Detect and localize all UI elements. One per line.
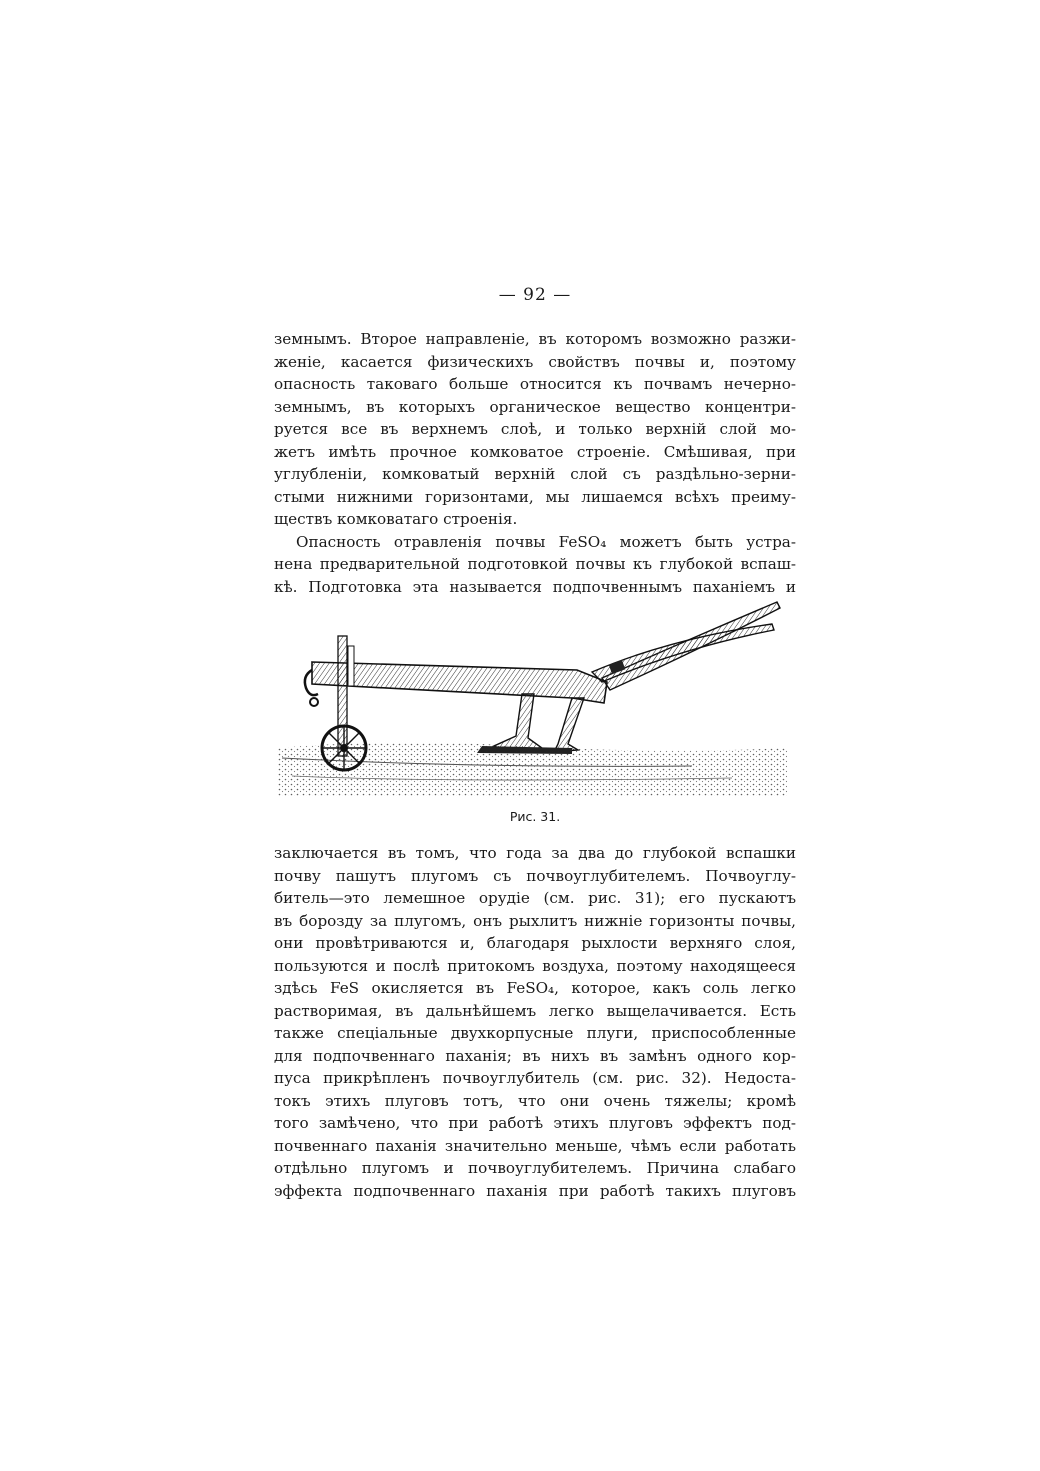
text-line: пользуются и послѣ притокомъ воздуха, поэтому находящееся xyxy=(274,956,796,975)
text-line: растворимая, въ дальнѣйшемъ легко выщелачивается. Есть xyxy=(274,1001,796,1020)
text-line: опасность таковаго больше относится къ почвамъ нечерно- xyxy=(274,375,796,393)
text-line: земнымъ. Второе направленіе, въ которомъ возможно разжи- xyxy=(274,330,796,348)
text-line: токъ этихъ плуговъ тотъ, что они очень тяжелы; кромѣ xyxy=(274,1091,796,1110)
text-line: отдѣльно плугомъ и почвоуглубителемъ. Причина слабаго xyxy=(274,1159,796,1177)
text-line: въ борозду за плугомъ, онъ рыхлитъ нижніе горизонты почвы, xyxy=(274,911,796,930)
text-line: женіе, касается физическихъ свойствъ почвы и, поэтому xyxy=(274,352,796,371)
text-line: заключается въ томъ, что года за два до глубокой вспашки xyxy=(274,844,796,862)
text-line: пуса прикрѣпленъ почвоуглубитель (см. рис. 32). Недоста- xyxy=(274,1069,796,1087)
text-line: также спеціальные двухкорпусные плуги, приспособленные xyxy=(274,1024,796,1042)
text-line: почвеннаго паханія значительно меньше, чѣмъ если работать xyxy=(274,1136,796,1155)
text-line: битель—это лемешное орудіе (см. рис. 31); его пускаютъ xyxy=(274,889,796,907)
text-line: земнымъ, въ которыхъ органическое вещество концентри- xyxy=(274,397,796,416)
text-line: кѣ. Подготовка эта называется подпочвеннымъ паханіемъ и xyxy=(274,577,796,596)
text-line: углубленіи, комковатый верхній слой съ раздѣльно-зерни- xyxy=(274,465,796,483)
text-line: ществъ комковатаго строенія. xyxy=(274,510,518,528)
text-line: жетъ имѣть прочное комковатое строеніе. Смѣшивая, при xyxy=(274,442,796,461)
subsoil-plow-illustration xyxy=(272,598,792,803)
text-line: стыми нижними горизонтами, мы лишаемся всѣхъ преиму- xyxy=(274,487,796,506)
text-line: почву пашутъ плугомъ съ почвоуглубителемъ. Почвоуглу- xyxy=(274,866,796,885)
text-line: Опасность отравленія почвы FeSO₄ можетъ быть устра- xyxy=(296,532,796,551)
text-line: руется все въ верхнемъ слоѣ, и только верхній слой мо- xyxy=(274,420,796,438)
text-line: нена предварительной подготовкой почвы къ глубокой вспаш- xyxy=(274,555,796,573)
text-line: они провѣтриваются и, благодаря рыхлости верхняго слоя, xyxy=(274,934,796,952)
text-line: для подпочвеннаго паханія; въ нихъ въ замѣнъ одного кор- xyxy=(274,1046,796,1065)
text-block-bottom xyxy=(274,842,796,1202)
text-block-top xyxy=(274,328,796,598)
subsoil-plow-drawing xyxy=(272,598,792,803)
figure-caption: Рис. 31. xyxy=(509,809,561,824)
text-line: того замѣчено, что при работѣ этихъ плуговъ эффектъ под- xyxy=(274,1114,796,1132)
page-number: — 92 — xyxy=(498,285,572,305)
text-line: здѣсь FeS окисляется въ FeSO₄, которое, какъ соль легко xyxy=(274,979,796,997)
text-line: эффекта подпочвеннаго паханія при работѣ такихъ плуговъ xyxy=(274,1181,796,1200)
